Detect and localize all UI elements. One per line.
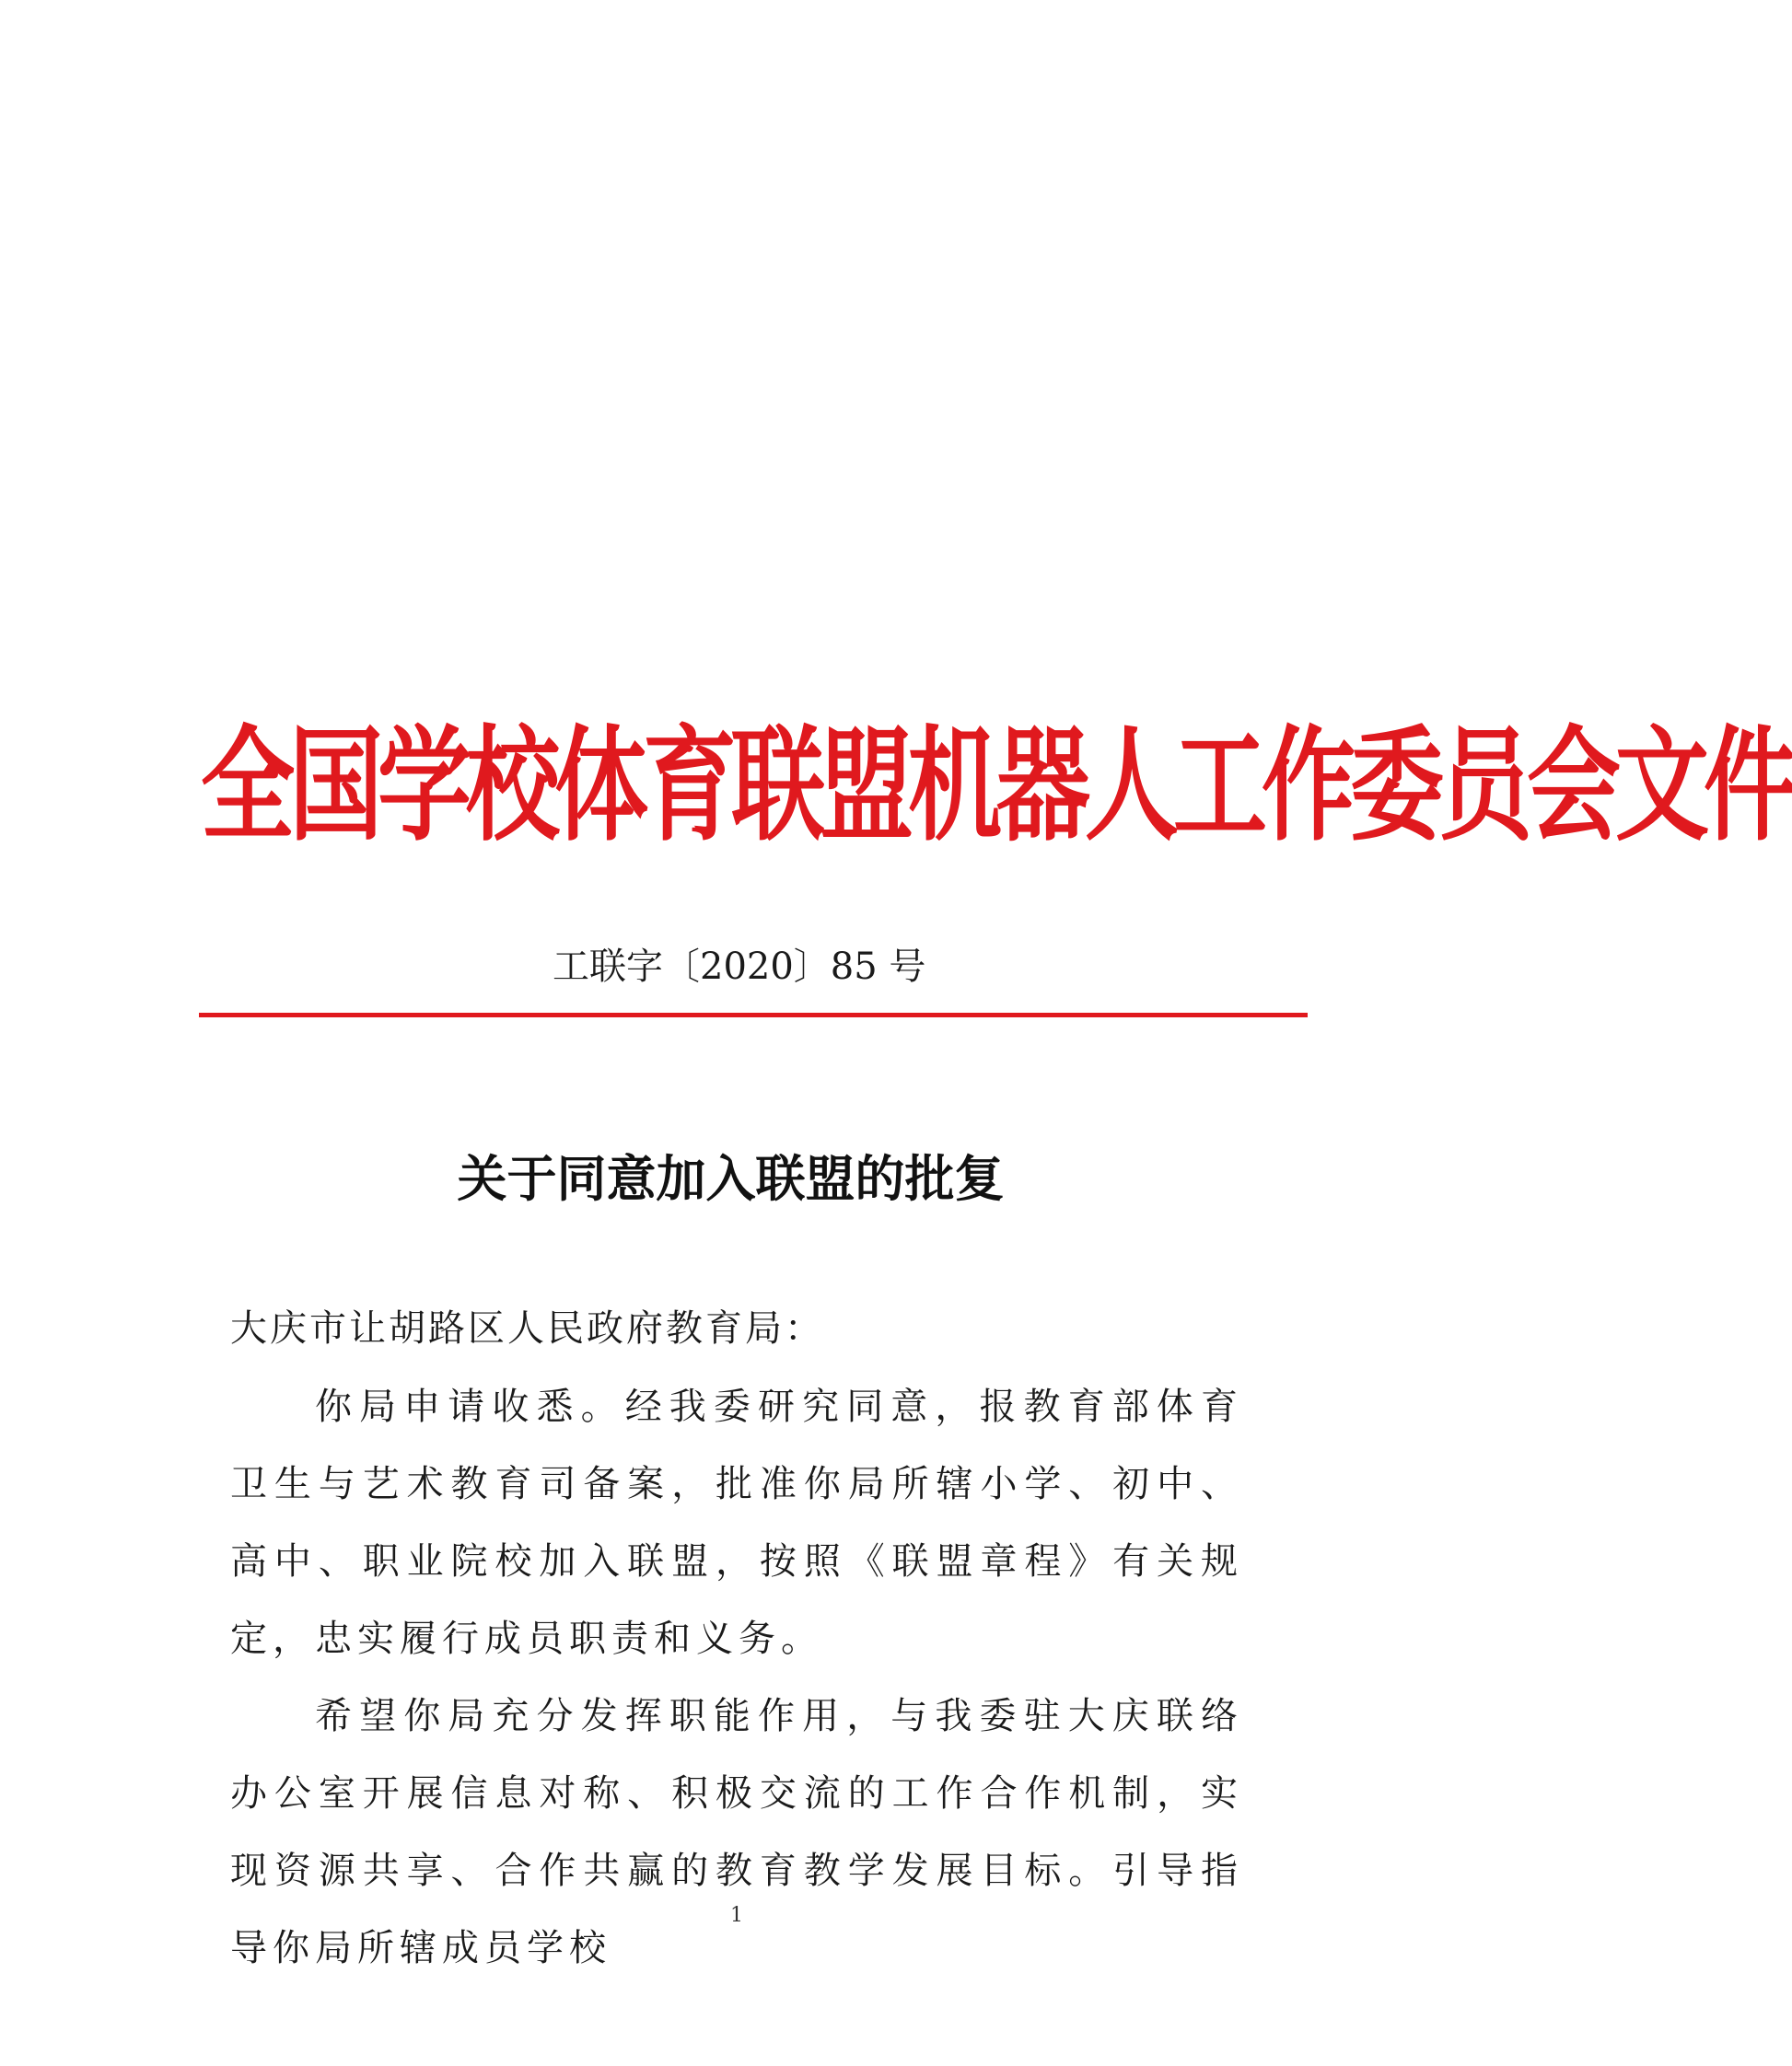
body-paragraph-2: 希望你局充分发挥职能作用，与我委驻大庆联络办公室开展信息对称、积极交流的工作合作机制，实现资源共享、合作共赢的教育教学发展目标。引导指导你局所辖成员学校: [230, 1695, 1243, 1969]
document-title: 关于同意加入联盟的批复: [457, 1149, 1005, 1208]
salutation: 大庆市让胡路区人民政府教育局：: [230, 1307, 824, 1350]
document-body: [230, 1368, 1243, 1987]
red-divider-rule: [199, 1013, 1308, 1017]
document-number: 工联字〔2020〕85 号: [553, 946, 926, 988]
masthead-title: 全国学校体育联盟机器人工作委员会文件: [201, 714, 1792, 859]
body-paragraph-1: 你局申请收悉。经我委研究同意，报教育部体育卫生与艺术教育司备案，批准你局所辖小学、初中、高中、职业院校加入联盟，按照《联盟章程》有关规定，忠实履行成员职责和义务。: [230, 1386, 1243, 1660]
page-number: 1: [730, 1904, 743, 1927]
